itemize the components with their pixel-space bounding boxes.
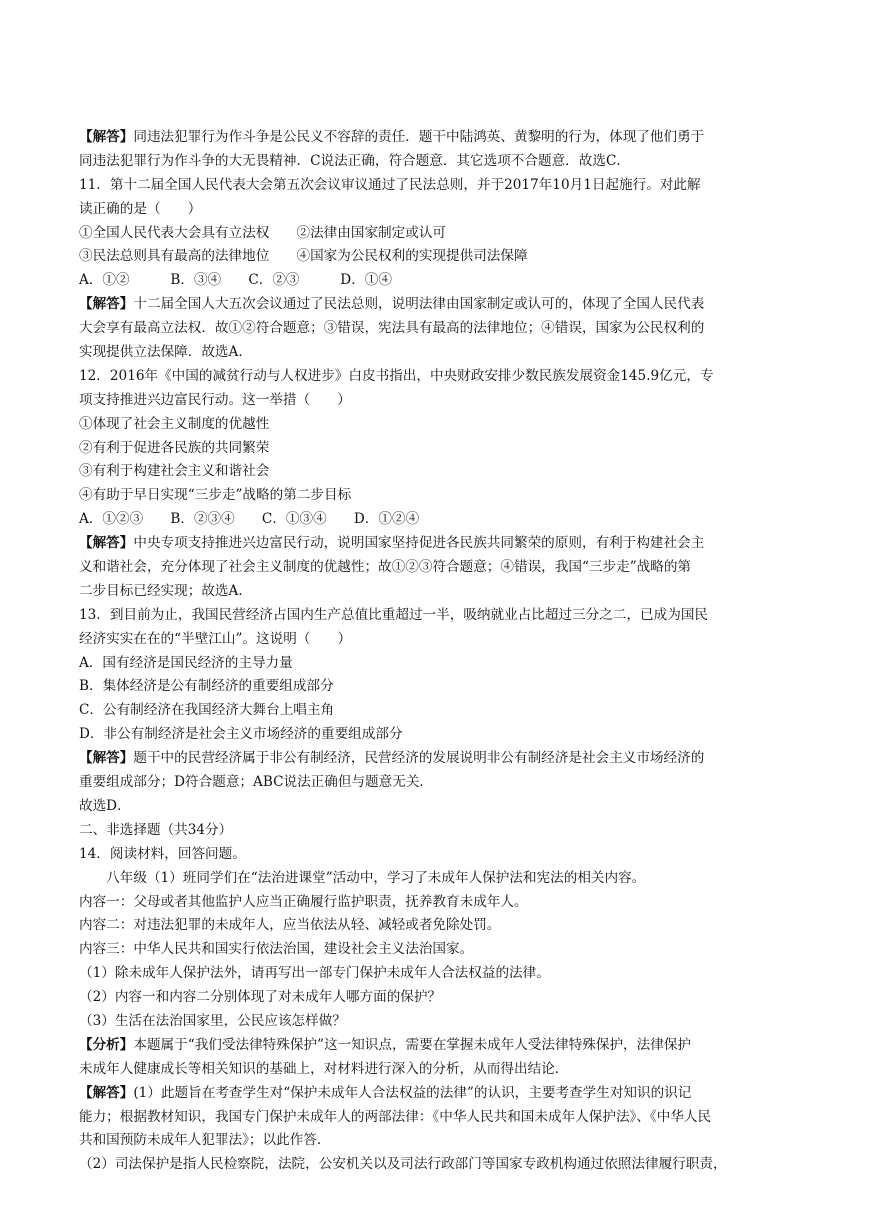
text-line (79, 771, 791, 795)
text-line (79, 198, 791, 222)
line-text: 同违法犯罪行为作斗争的大无畏精神．C说法正确，符合题意．其它选项不合题意．故选C． (79, 152, 630, 169)
text-line (79, 413, 791, 437)
text-line (79, 938, 791, 962)
answer-tag: 【解答】 (79, 750, 134, 767)
line-text: ③民法总则具有最高的法律地位 ④国家为公民权利的实现提供司法保障 (79, 248, 528, 265)
line-text: 13．到目前为止，我国民营经济占国内生产总值比重超过一半，吸纳就业占比超过三分之二，已成为国民 (79, 606, 709, 623)
answer-tag: 【解答】 (79, 1084, 134, 1101)
answer-tag: 【解答】 (79, 129, 134, 145)
text-line (79, 341, 791, 365)
line-text: 中央专项支持推进兴边富民行动，说明国家坚持促进各民族共同繁荣的原则，有利于构建社会主 (133, 535, 705, 552)
line-text: 实现提供立法保障．故选A． (79, 344, 252, 361)
text-line (79, 1129, 791, 1153)
text-line (79, 293, 791, 317)
text-line (79, 508, 791, 532)
text-line (79, 891, 791, 915)
text-line (79, 269, 791, 293)
line-text: D．非公有制经济是社会主义市场经济的重要组成部分 (79, 726, 403, 743)
text-line (79, 317, 791, 341)
line-text: （2）内容一和内容二分别体现了对未成年人哪方面的保护？ (79, 989, 442, 1006)
text-line (79, 1106, 791, 1130)
text-line (79, 914, 791, 938)
document-body (79, 126, 791, 1177)
text-line (79, 222, 791, 246)
text-line (79, 819, 791, 843)
line-text: ③有利于构建社会主义和谐社会 (79, 463, 270, 480)
text-line (79, 389, 791, 413)
line-text: 同违法犯罪行为作斗争是公民义不容辞的责任．题干中陆鸿英、黄黎明的行为，体现了他们勇于 (133, 129, 705, 145)
line-text: 14．阅读材料，回答问题。 (79, 845, 246, 862)
line-text: A．①② B．③④ C．②③ D．①④ (79, 272, 392, 289)
text-line (79, 628, 791, 652)
text-line (79, 556, 791, 580)
line-text: ④有助于早日实现“三步走”战略的第二步目标 (79, 487, 352, 504)
line-text: 本题属于“我们受法律特殊保护”这一知识点，需要在掌握未成年人受法律特殊保护，法律保护 (133, 1036, 692, 1053)
line-text: 题干中的民营经济属于非公有制经济，民营经济的发展说明非公有制经济是社会主义市场经济的 (133, 750, 705, 767)
text-line (79, 1153, 791, 1177)
text-line (79, 460, 791, 484)
text-line (79, 1082, 791, 1106)
line-text: ①全国人民代表大会具有立法权 ②法律由国家制定或认可 (79, 224, 447, 241)
text-line (79, 652, 791, 676)
text-line (79, 150, 791, 174)
line-text: 共和国预防未成年人犯罪法》；以此作答． (79, 1132, 331, 1149)
answer-tag: 【分析】 (79, 1036, 134, 1053)
line-text: 项支持推进兴边富民行动。这一举措（ ） (79, 391, 351, 408)
text-line (79, 843, 791, 867)
text-line (79, 484, 791, 508)
answer-tag: 【解答】 (79, 296, 134, 313)
text-line (79, 1058, 791, 1082)
line-text: 读正确的是（ ） (79, 200, 202, 217)
line-text: 义和谐社会，充分体现了社会主义制度的优越性；故①②③符合题意；④错误，我国“三步走”战略的第 (79, 559, 692, 576)
text-line (79, 1010, 791, 1034)
text-line (79, 675, 791, 699)
line-text: A．①②③ B．②③④ C．①③④ D．①②④ (79, 511, 420, 528)
line-text: 故选D． (79, 797, 131, 814)
line-text: （2）司法保护是指人民检察院，法院，公安机关以及司法行政部门等国家专政机构通过依照法律履行职责， (79, 1156, 727, 1173)
text-line (79, 747, 791, 771)
line-text: （1）除未成年人保护法外，请再写出一部专门保护未成年人合法权益的法律。 (79, 965, 550, 982)
line-text: 未成年人健康成长等相关知识的基础上，对材料进行深入的分析，从而得出结论． (79, 1060, 569, 1077)
line-text: 能力；根据教材知识，我国专门保护未成年人的两部法律：《中华人民共和国未成年人保护法》、《中华人民 (79, 1108, 712, 1125)
text-line (79, 532, 791, 556)
text-line (79, 699, 791, 723)
line-text: 经济实实在在的“半壁江山”。这说明（ ） (79, 630, 352, 647)
line-text: A．国有经济是国民经济的主导力量 (79, 654, 293, 671)
line-text: 内容二：对违法犯罪的未成年人，应当依法从轻、减轻或者免除处罚。 (79, 917, 501, 934)
line-text: (1）此题旨在考查学生对“保护未成年人合法权益的法律”的认识，主要考查学生对知识的识记 (133, 1084, 692, 1101)
line-text: 重要组成部分；D符合题意；ABC说法正确但与题意无关． (79, 774, 434, 791)
line-text: B．集体经济是公有制经济的重要组成部分 (79, 678, 334, 695)
line-text: 大会享有最高立法权．故①②符合题意；③错误，宪法具有最高的法律地位；④错误，国家为公民权利的 (79, 320, 705, 337)
text-line (79, 986, 791, 1010)
line-text: C．公有制经济在我国经济大舞台上唱主角 (79, 702, 335, 719)
line-text: 十二届全国人大五次会议通过了民法总则，说明法律由国家制定或认可的，体现了全国人民代表 (133, 296, 705, 313)
line-text: 二、非选择题（共34分） (79, 821, 233, 838)
text-line (79, 604, 791, 628)
text-line (79, 867, 791, 891)
line-text: （3）生活在法治国家里，公民应该怎样做？ (79, 1012, 346, 1029)
text-line (79, 174, 791, 198)
text-line (79, 1034, 791, 1058)
text-line (79, 245, 791, 269)
line-text: 八年级（1）班同学们在“法治进课堂”活动中，学习了未成年人保护法和宪法的相关内容。 (79, 869, 646, 886)
line-text: 内容一：父母或者其他监护人应当正确履行监护职责，抚养教育未成年人。 (79, 893, 528, 910)
text-line (79, 962, 791, 986)
text-line (79, 580, 791, 604)
document-page (79, 126, 791, 1177)
answer-tag: 【解答】 (79, 535, 134, 552)
line-text: 12．2016年《中国的减贫行动与人权进步》白皮书指出，中央财政安排少数民族发展资金145.9亿元，专 (79, 367, 714, 384)
line-text: ①体现了社会主义制度的优越性 (79, 415, 270, 432)
text-line (79, 795, 791, 819)
text-line (79, 126, 791, 150)
text-line (79, 723, 791, 747)
text-line (79, 437, 791, 461)
line-text: ②有利于促进各民族的共同繁荣 (79, 439, 270, 456)
line-text: 二步目标已经实现；故选A． (79, 582, 252, 599)
text-line (79, 365, 791, 389)
line-text: 11．第十二届全国人民代表大会第五次会议审议通过了民法总则，并于2017年10月1日起施行。对此解 (79, 176, 701, 193)
line-text: 内容三：中华人民共和国实行依法治国，建设社会主义法治国家。 (79, 941, 474, 958)
